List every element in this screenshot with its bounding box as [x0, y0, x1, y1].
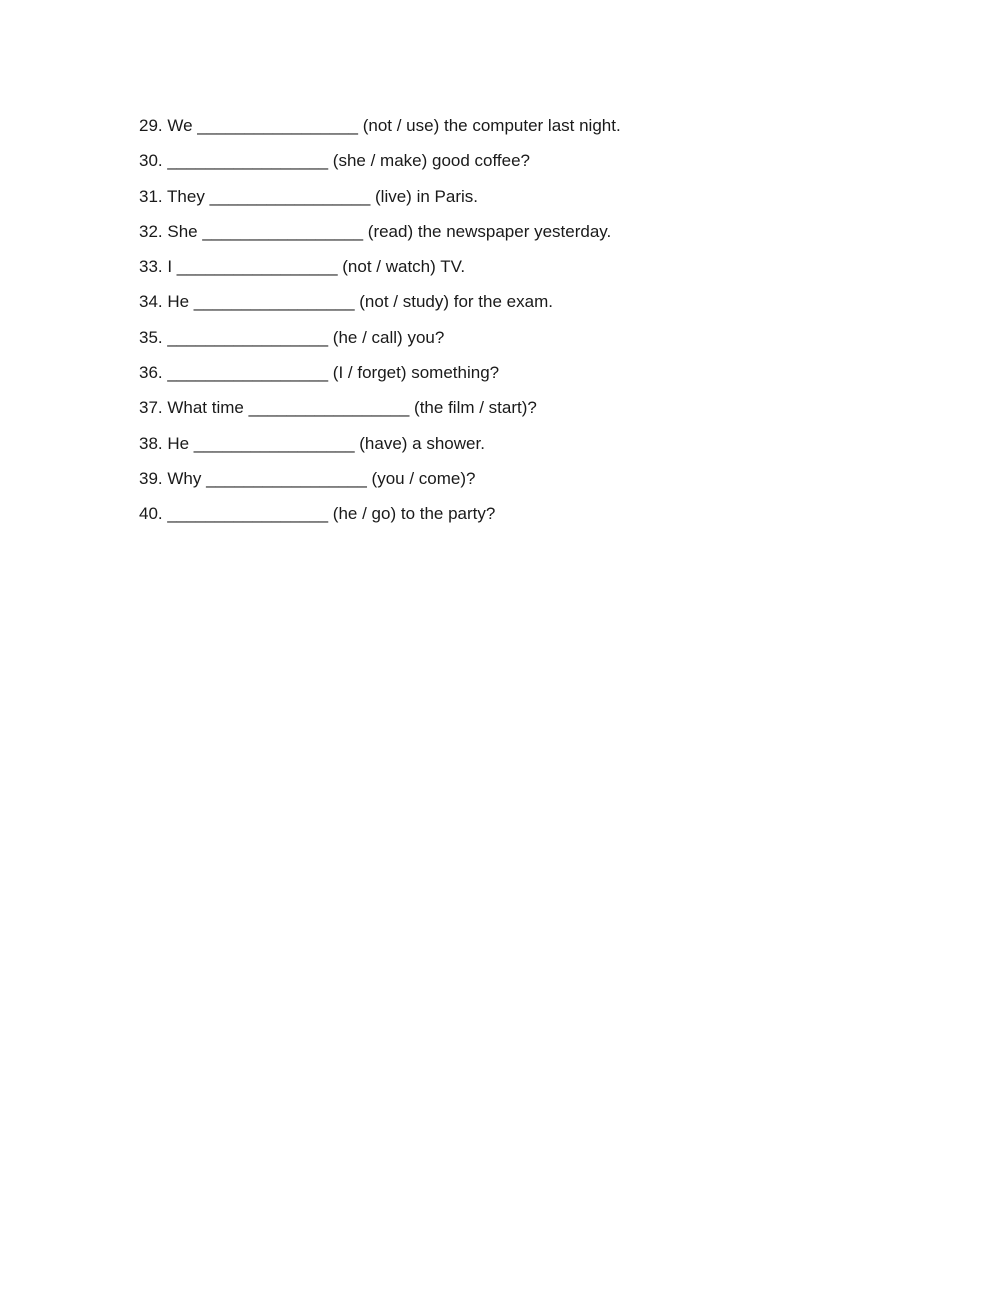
worksheet-exercise-list	[139, 112, 899, 536]
exercise-item-29: 29. We _________________ (not / use) the computer last night.	[139, 116, 621, 135]
exercise-item-33: 33. I _________________ (not / watch) TV.	[139, 257, 466, 277]
exercise-item-40: 40. _________________ (he / go) to the party?	[139, 504, 496, 524]
exercise-item-37: 37. What time _________________ (the film / start)?	[139, 398, 537, 418]
exercise-item-35: 35. _________________ (he / call) you?	[139, 327, 445, 347]
exercise-item-38: 38. He _________________ (have) a shower.	[139, 433, 485, 453]
exercise-item-31: 31. They _________________ (live) in Paris.	[139, 186, 478, 206]
exercise-item-36: 36. _________________ (I / forget) something?	[139, 363, 500, 383]
exercise-item-34: 34. He _________________ (not / study) for the exam.	[139, 292, 553, 312]
exercise-item-32: 32. She _________________ (read) the newspaper yesterday.	[139, 221, 612, 241]
exercise-item-30: 30. _________________ (she / make) good coffee?	[139, 151, 530, 171]
exercise-item-39: 39. Why _________________ (you / come)?	[139, 468, 476, 488]
